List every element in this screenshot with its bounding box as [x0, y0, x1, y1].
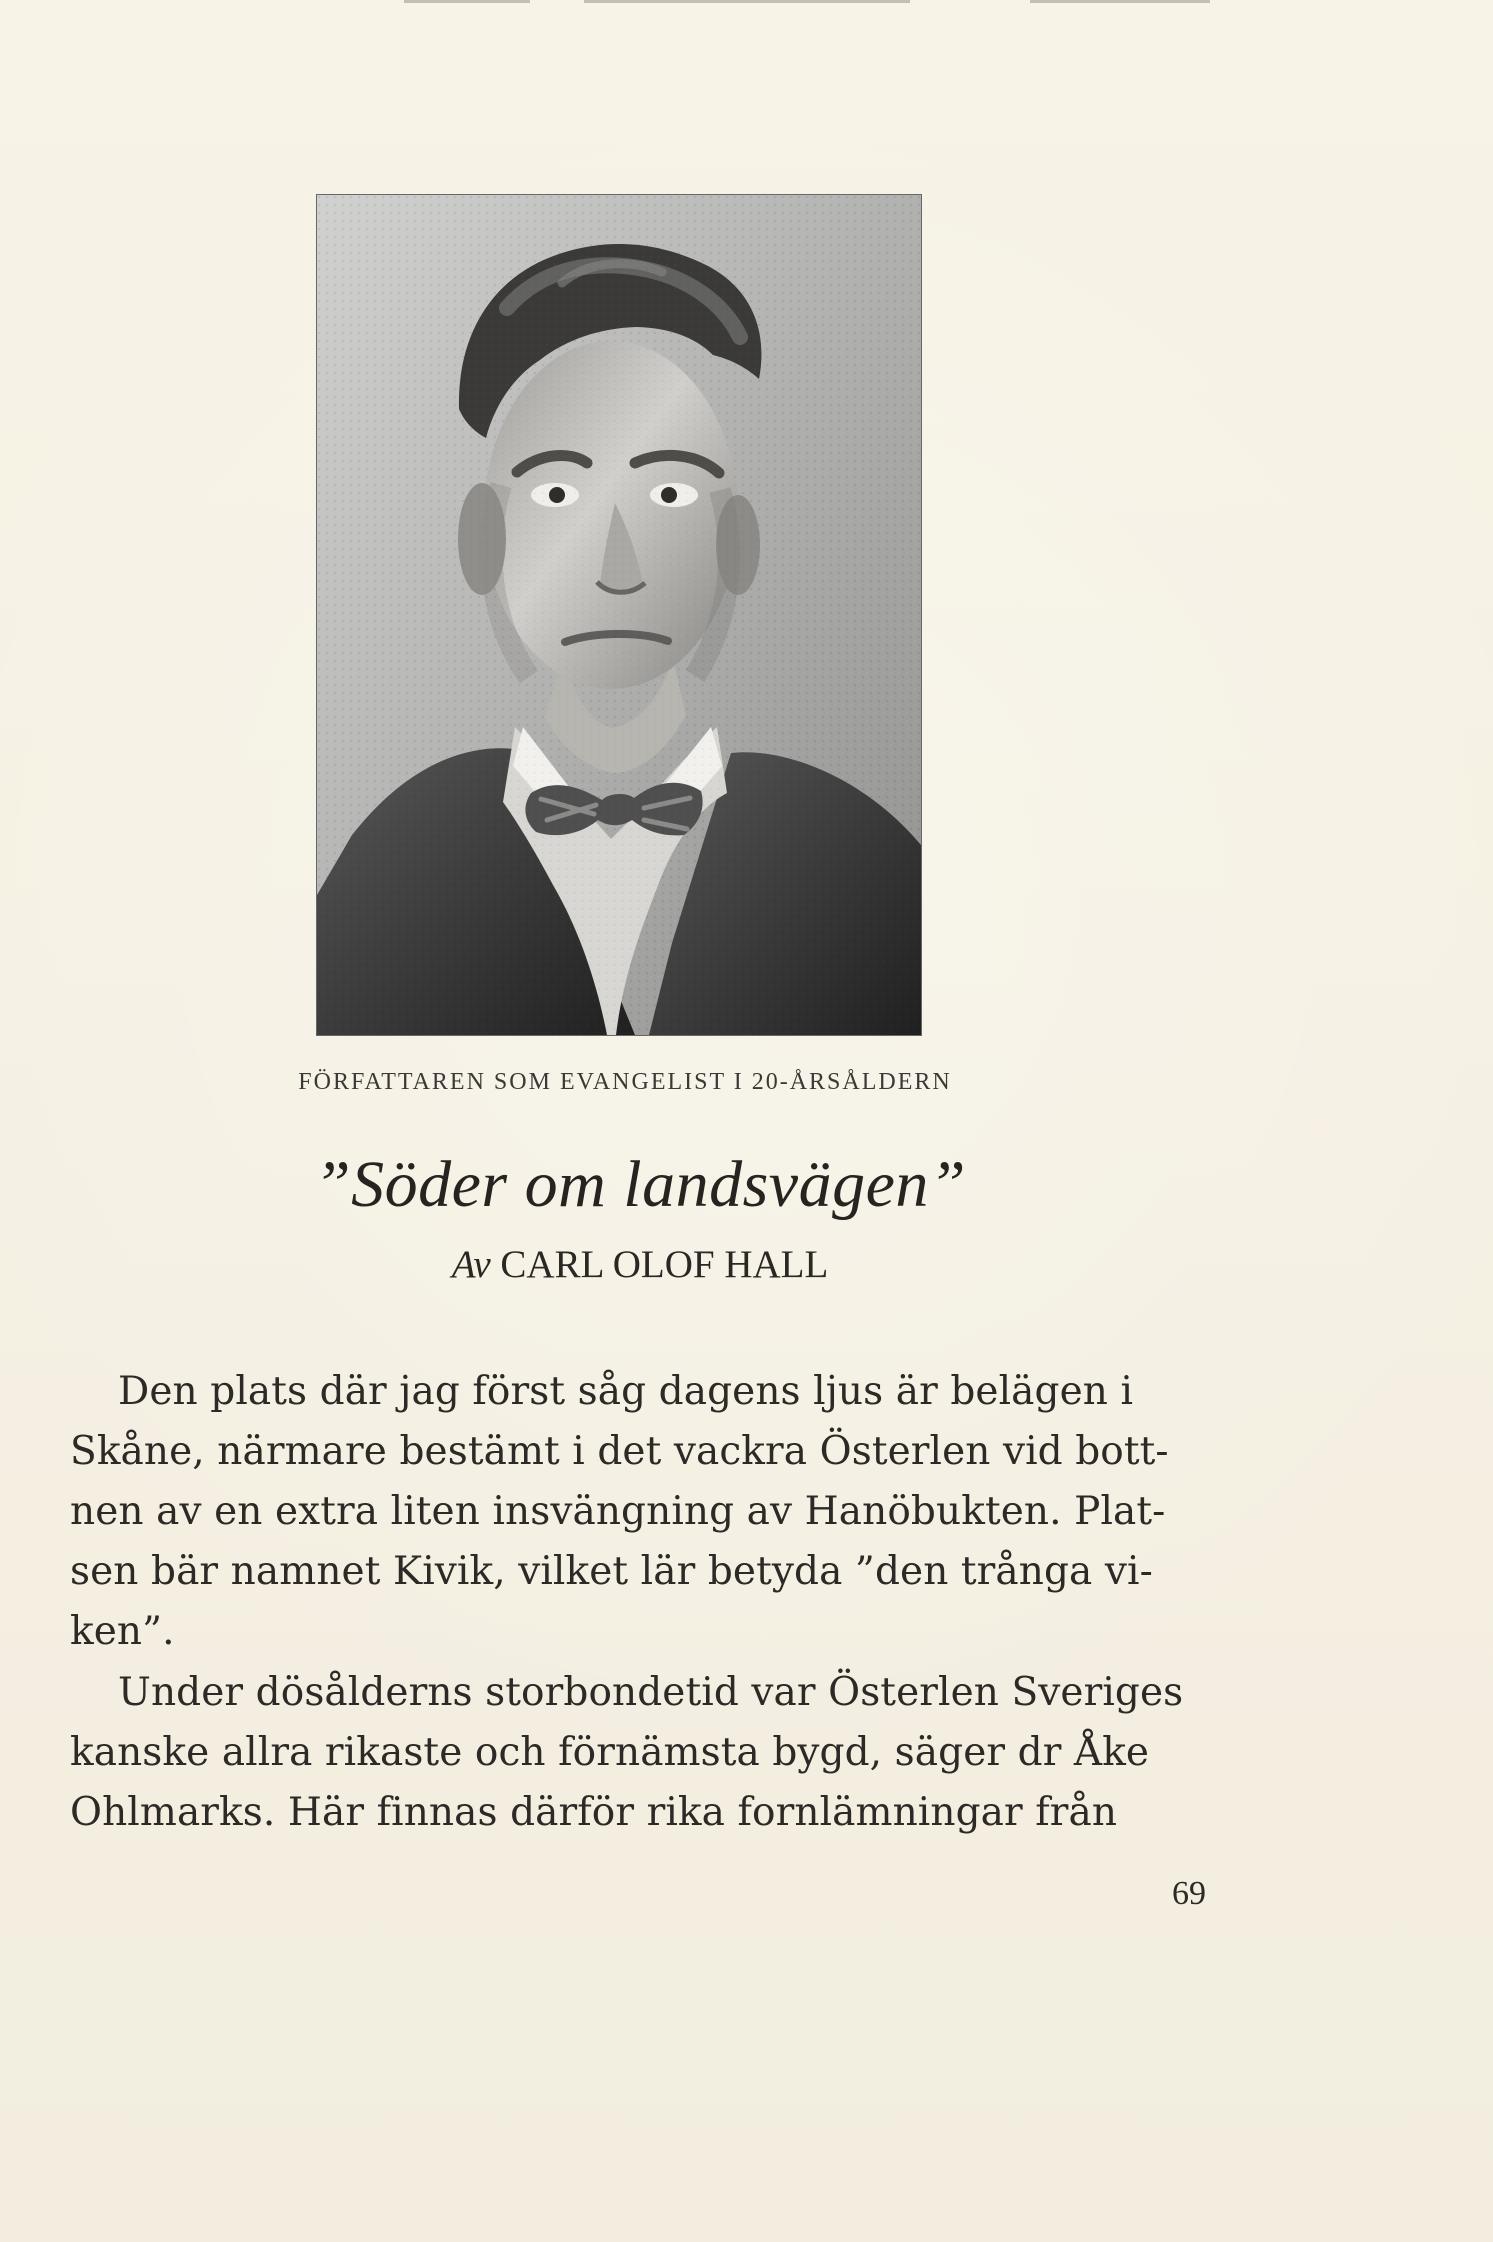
- author-portrait-photo: [316, 194, 922, 1036]
- paragraph-line: nen av en extra liten insvängning av Hanöbukten. Plat-: [70, 1489, 1166, 1534]
- byline-author: CARL OLOF HALL: [500, 1243, 829, 1286]
- paragraph-line: Ohlmarks. Här finnas därför rika fornlämningar från: [70, 1790, 1118, 1835]
- photo-caption: FÖRFATTAREN SOM EVANGELIST I 20-ÅRSÅLDERN: [298, 1069, 952, 1095]
- byline-prefix: Av: [451, 1243, 491, 1286]
- paragraph-line: sen bär namnet Kivik, vilket lär betyda ”den trånga vi-: [70, 1549, 1153, 1594]
- page-number: 69: [1172, 1875, 1206, 1912]
- paragraph-line: ken”.: [70, 1609, 175, 1654]
- body-paragraph-2: [70, 1663, 1200, 1843]
- paragraph-line: Under dösålderns storbondetid var Österlen Sveriges: [118, 1670, 1184, 1715]
- paragraph-line: kanske allra rikaste och förnämsta bygd, säger dr Åke: [70, 1730, 1150, 1775]
- top-edge-mark: [404, 0, 530, 3]
- paragraph-line: Skåne, närmare bestämt i det vackra Österlen vid bott-: [70, 1429, 1169, 1474]
- portrait-illustration: [317, 195, 921, 1035]
- body-paragraph-1: [70, 1362, 1200, 1662]
- top-edge-mark: [1030, 0, 1210, 3]
- article-title: ”Söder om landsvägen”: [313, 1148, 967, 1221]
- author-byline: [245, 1242, 1035, 1287]
- paragraph-line: Den plats där jag först såg dagens ljus är belägen i: [118, 1369, 1134, 1414]
- top-edge-mark: [584, 0, 910, 3]
